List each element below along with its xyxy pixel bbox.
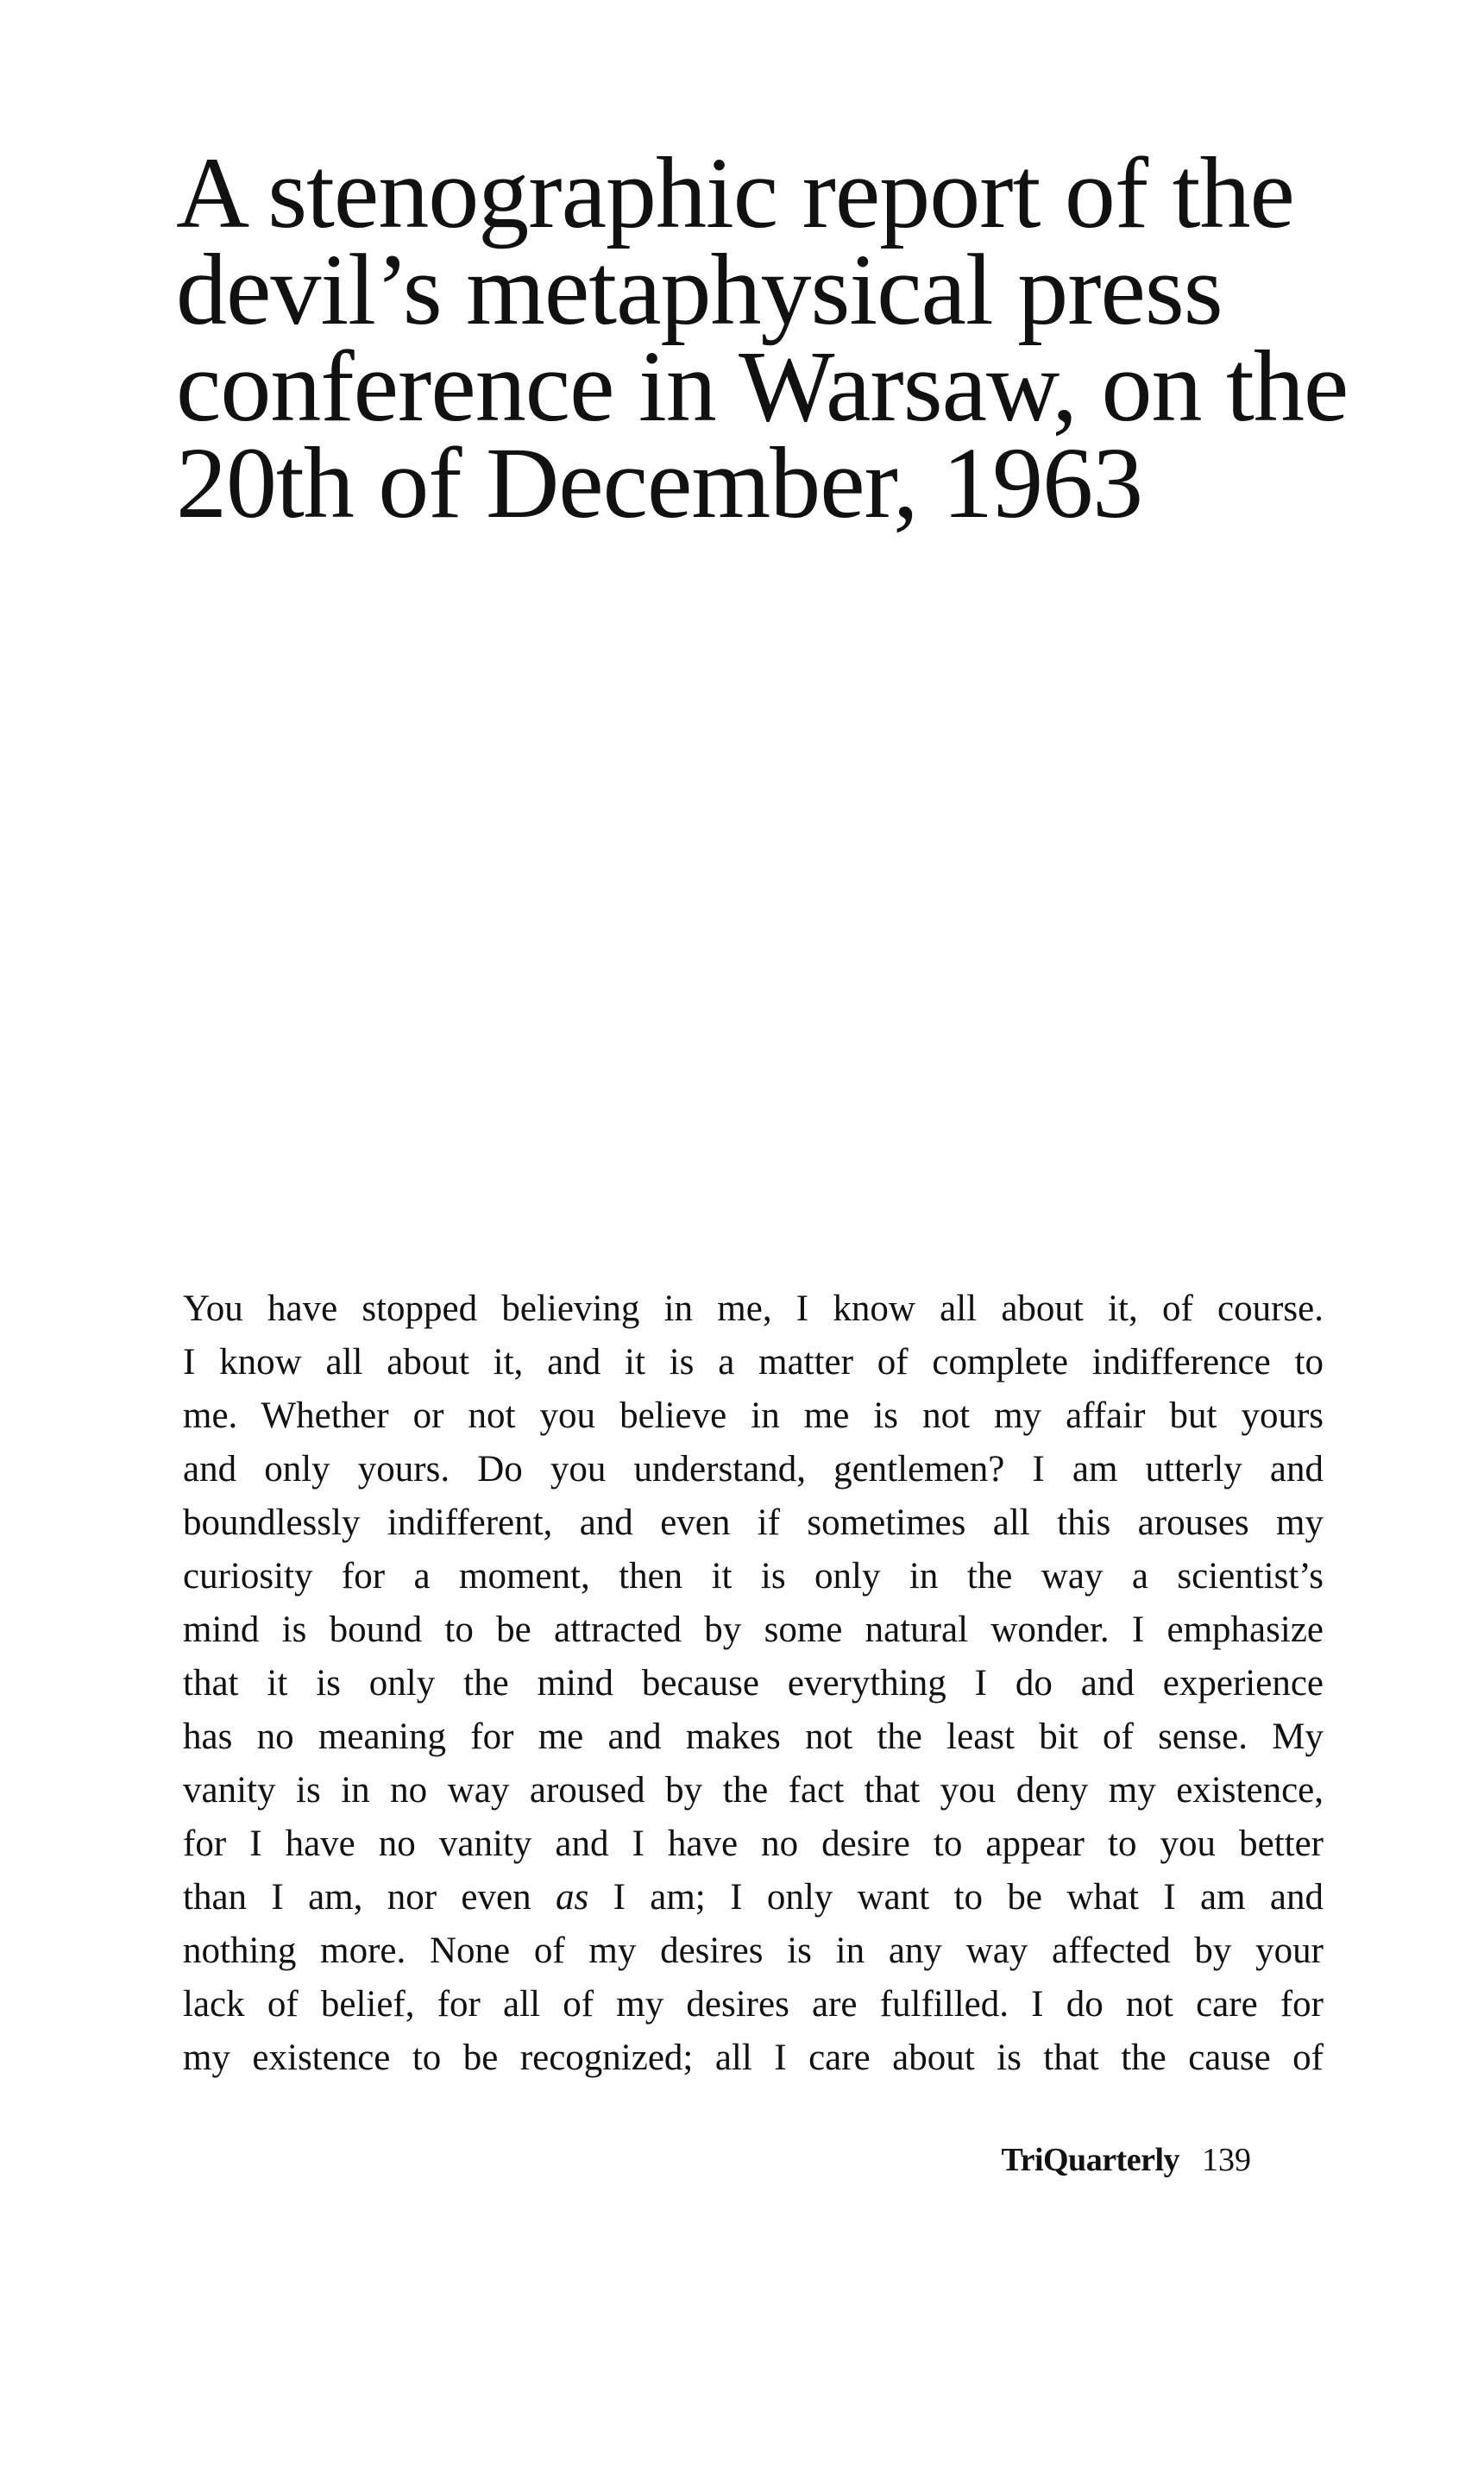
title-line: 20th of December, 1963: [176, 426, 1143, 539]
text-line: that it is only the mind because everything I do and experience: [183, 1663, 1324, 1704]
text-line: vanity is in no way aroused by the fact that you deny my existence,: [183, 1770, 1324, 1811]
title-line: A stenographic report of the: [176, 136, 1294, 249]
italic-word: as: [555, 1877, 589, 1918]
text-segment: than I am, nor even: [183, 1877, 556, 1918]
page-footer: [949, 2138, 1251, 2182]
title-line: devil’s metaphysical press: [176, 233, 1223, 346]
body-paragraph: [183, 1282, 1324, 2085]
text-line: lack of belief, for all of my desires are fulfilled. I do not care for: [183, 1984, 1324, 2025]
title-line: conference in Warsaw, on the: [176, 330, 1349, 443]
text-line: has no meaning for me and makes not the least bit of sense. My: [183, 1716, 1324, 1757]
page-title: [176, 136, 1367, 539]
text-segment: I am; I only want to be what I am and: [588, 1877, 1324, 1918]
text-line: and only yours. Do you understand, gentlemen? I am utterly and: [183, 1449, 1324, 1490]
text-line: mind is bound to be attracted by some natural wonder. I emphasize: [183, 1609, 1324, 1650]
text-line: curiosity for a moment, then it is only in the way a scientist’s: [183, 1556, 1324, 1597]
text-line: me. Whether or not you believe in me is not my affair but yours: [183, 1395, 1324, 1436]
text-line: boundlessly indifferent, and even if sometimes all this arouses my: [183, 1502, 1324, 1543]
text-line: for I have no vanity and I have no desire to appear to you better: [183, 1823, 1324, 1864]
page-number: 139: [1202, 2142, 1251, 2178]
text-line: nothing more. None of my desires is in any way affected by your: [183, 1931, 1324, 1971]
text-line-with-italic: [183, 1871, 1324, 1924]
journal-name: TriQuarterly: [1001, 2142, 1179, 2178]
text-line: You have stopped believing in me, I know all about it, of course.: [183, 1288, 1324, 1329]
text-line: my existence to be recognized; all I care about is that the cause of: [183, 2038, 1324, 2078]
text-line: I know all about it, and it is a matter of complete indifference to: [183, 1342, 1324, 1383]
